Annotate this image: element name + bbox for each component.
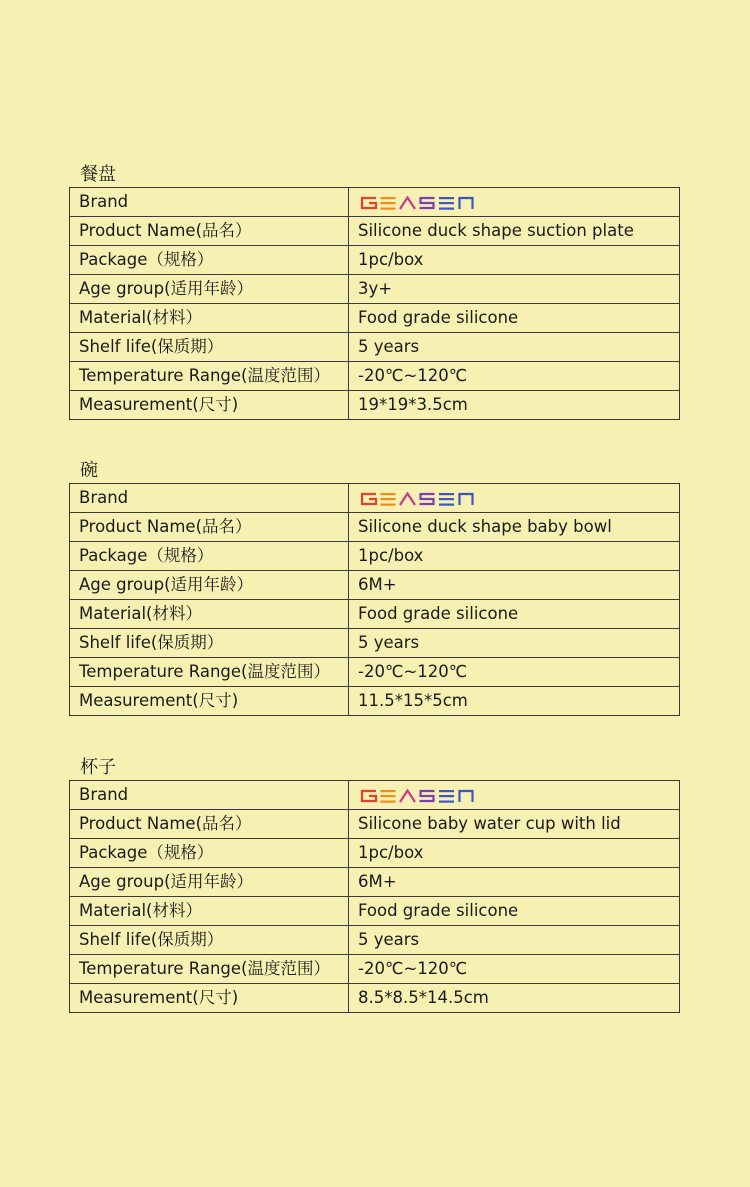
row-label: Brand bbox=[70, 188, 349, 217]
row-label: Age group(适用年龄） bbox=[70, 275, 349, 304]
row-label: Brand bbox=[70, 781, 349, 810]
table-row bbox=[70, 810, 680, 839]
logo-letter bbox=[362, 494, 376, 504]
row-value bbox=[349, 188, 680, 217]
row-value: 1pc/box bbox=[349, 542, 680, 571]
logo-letter bbox=[381, 493, 396, 506]
table-row bbox=[70, 333, 680, 362]
row-label: Material(材料） bbox=[70, 600, 349, 629]
row-value: -20℃~120℃ bbox=[349, 362, 680, 391]
brand-logo bbox=[360, 196, 475, 210]
row-label: Shelf life(保质期） bbox=[70, 629, 349, 658]
table-row bbox=[70, 246, 680, 275]
brand-logo bbox=[360, 789, 475, 803]
table-row bbox=[70, 839, 680, 868]
table-row bbox=[70, 362, 680, 391]
row-label: Material(材料） bbox=[70, 897, 349, 926]
table-row bbox=[70, 217, 680, 246]
table-row bbox=[70, 513, 680, 542]
row-label: Product Name(品名） bbox=[70, 217, 349, 246]
row-label: Measurement(尺寸) bbox=[70, 391, 349, 420]
table-row bbox=[70, 542, 680, 571]
brand-logo bbox=[360, 492, 475, 506]
row-value: 19*19*3.5cm bbox=[349, 391, 680, 420]
row-value: 1pc/box bbox=[349, 839, 680, 868]
table-row bbox=[70, 571, 680, 600]
row-label: Brand bbox=[70, 484, 349, 513]
row-value: 8.5*8.5*14.5cm bbox=[349, 984, 680, 1013]
logo-letter bbox=[460, 494, 473, 505]
table-row bbox=[70, 926, 680, 955]
table-row bbox=[70, 984, 680, 1013]
section-title: 餐盘 bbox=[80, 164, 116, 185]
row-value bbox=[349, 781, 680, 810]
row-label: Package（规格） bbox=[70, 246, 349, 275]
row-value: Silicone duck shape suction plate bbox=[349, 217, 680, 246]
logo-letter bbox=[381, 197, 396, 210]
geasen-logo-graphic bbox=[360, 196, 475, 210]
spec-table bbox=[69, 483, 680, 716]
row-label: Temperature Range(温度范围） bbox=[70, 955, 349, 984]
row-value: Food grade silicone bbox=[349, 600, 680, 629]
logo-letter bbox=[362, 198, 376, 208]
row-value: Food grade silicone bbox=[349, 304, 680, 333]
table-row bbox=[70, 781, 680, 810]
row-value: -20℃~120℃ bbox=[349, 658, 680, 687]
row-label: Measurement(尺寸) bbox=[70, 687, 349, 716]
spec-table bbox=[69, 187, 680, 420]
table-row bbox=[70, 868, 680, 897]
logo-letter bbox=[381, 790, 396, 803]
row-label: Age group(适用年龄） bbox=[70, 868, 349, 897]
logo-letter bbox=[420, 791, 435, 801]
row-value: 5 years bbox=[349, 926, 680, 955]
row-label: Material(材料） bbox=[70, 304, 349, 333]
row-value: 6M+ bbox=[349, 868, 680, 897]
row-label: Shelf life(保质期） bbox=[70, 926, 349, 955]
row-label: Package（规格） bbox=[70, 542, 349, 571]
row-value: Silicone baby water cup with lid bbox=[349, 810, 680, 839]
logo-letter bbox=[420, 494, 435, 504]
table-row bbox=[70, 304, 680, 333]
spec-section-cup bbox=[69, 756, 680, 1013]
row-value: -20℃~120℃ bbox=[349, 955, 680, 984]
row-label: Temperature Range(温度范围） bbox=[70, 658, 349, 687]
table-row bbox=[70, 658, 680, 687]
section-title: 杯子 bbox=[80, 757, 116, 778]
row-label: Product Name(品名） bbox=[70, 513, 349, 542]
row-value: 11.5*15*5cm bbox=[349, 687, 680, 716]
table-row bbox=[70, 275, 680, 304]
table-row bbox=[70, 955, 680, 984]
logo-letter bbox=[400, 493, 415, 505]
table-row bbox=[70, 484, 680, 513]
row-label: Temperature Range(温度范围） bbox=[70, 362, 349, 391]
table-row bbox=[70, 188, 680, 217]
row-value: 3y+ bbox=[349, 275, 680, 304]
logo-letter bbox=[439, 197, 454, 210]
logo-letter bbox=[460, 791, 473, 802]
logo-letter bbox=[400, 197, 415, 209]
logo-letter bbox=[439, 790, 454, 803]
section-title: 碗 bbox=[80, 460, 98, 481]
geasen-logo-graphic bbox=[360, 789, 475, 803]
geasen-logo-graphic bbox=[360, 492, 475, 506]
table-row bbox=[70, 600, 680, 629]
row-value: Food grade silicone bbox=[349, 897, 680, 926]
table-row bbox=[70, 391, 680, 420]
row-value: 6M+ bbox=[349, 571, 680, 600]
row-value: 5 years bbox=[349, 333, 680, 362]
logo-letter bbox=[439, 493, 454, 506]
row-value: 1pc/box bbox=[349, 246, 680, 275]
spec-section-bowl bbox=[69, 459, 680, 716]
row-value bbox=[349, 484, 680, 513]
row-label: Product Name(品名） bbox=[70, 810, 349, 839]
logo-letter bbox=[420, 198, 435, 208]
table-row bbox=[70, 687, 680, 716]
row-label: Package（规格） bbox=[70, 839, 349, 868]
logo-letter bbox=[362, 791, 376, 801]
row-label: Measurement(尺寸) bbox=[70, 984, 349, 1013]
spec-table bbox=[69, 780, 680, 1013]
row-value: Silicone duck shape baby bowl bbox=[349, 513, 680, 542]
table-row bbox=[70, 629, 680, 658]
row-label: Shelf life(保质期） bbox=[70, 333, 349, 362]
logo-letter bbox=[400, 790, 415, 802]
table-row bbox=[70, 897, 680, 926]
logo-letter bbox=[460, 198, 473, 209]
row-label: Age group(适用年龄） bbox=[70, 571, 349, 600]
row-value: 5 years bbox=[349, 629, 680, 658]
spec-section-plate bbox=[69, 163, 680, 420]
